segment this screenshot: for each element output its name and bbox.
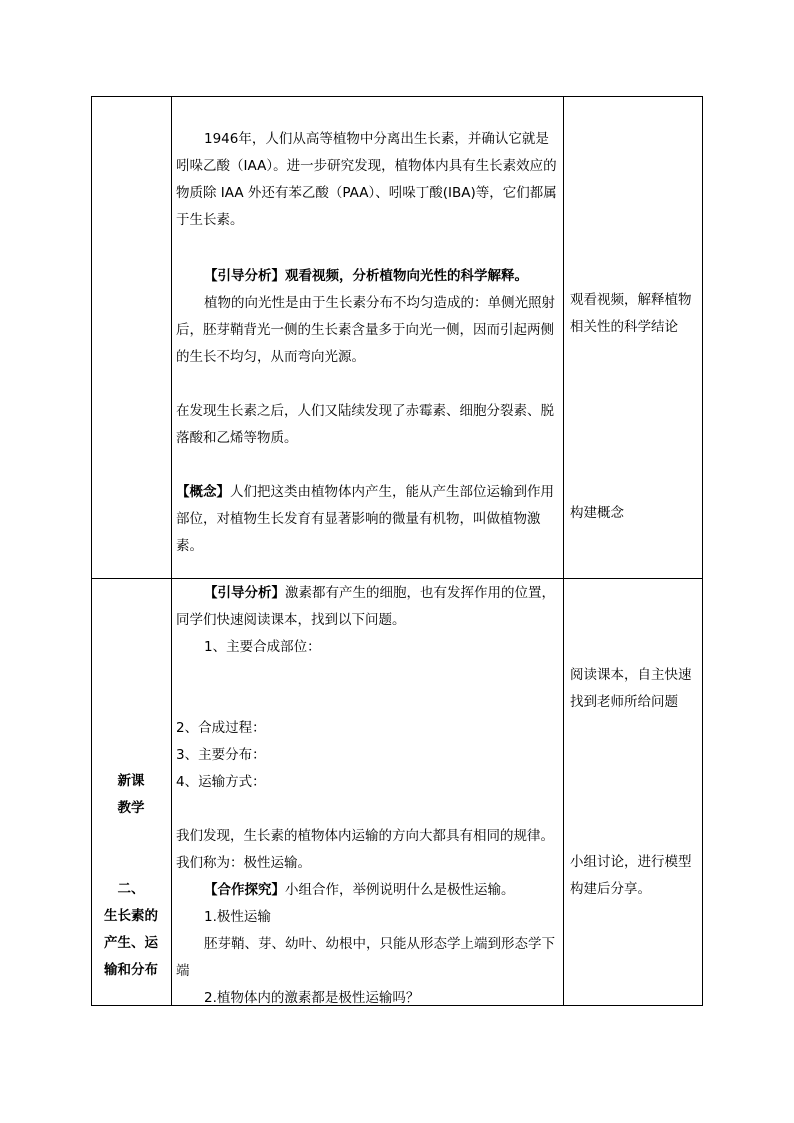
question-4: 4、运输方式：: [176, 774, 266, 790]
question-3: 3、主要分布：: [176, 747, 266, 763]
phototropism-paragraph: 植物的向光性是由于生长素分布不均匀造成的：单侧光照射后，胚芽鞘背光一侧的生长素含量多于向光一侧，因而引起两侧的生长不均匀，从而弯向光源。: [176, 295, 555, 365]
table-border-top: [91, 96, 703, 97]
guide-analysis-paragraph: [176, 263, 560, 290]
guide-label: 【引导分析】: [204, 268, 285, 284]
table-border-mid: [91, 578, 703, 579]
concept-text: 人们把这类由植物体内产生，能从产生部位运输到作用部位，对植物生长发育有显著影响的微量有机物，叫做植物激素。: [176, 484, 554, 554]
other-hormones-paragraph: 在发现生长素之后，人们又陆续发现了赤霉素、细胞分裂素、脱落酸和乙烯等物质。: [176, 403, 554, 446]
polar-transport-paragraph: 我们发现，生长素的植物体内运输的方向大都具有相同的规律。我们称为：极性运输。: [176, 828, 554, 871]
section-title-1: 生长素的: [104, 908, 158, 924]
guide-analysis-2-paragraph: [176, 580, 560, 634]
table-border-right: [702, 96, 703, 1006]
coop-text: 小组合作，举例说明什么是极性运输。: [285, 882, 515, 898]
row1-right-note2: 构建概念: [570, 505, 624, 521]
row2-middle-cell: [176, 580, 560, 1012]
section-label-1: 新课: [117, 773, 145, 789]
concept-label: 【概念】: [176, 484, 230, 500]
section-number: 二、: [117, 881, 145, 897]
item-1-text: 胚芽鞘、芽、幼叶、幼根中，只能从形态学上端到形态学下端: [176, 936, 555, 979]
guide-text: 观看视频，分析植物向光性的科学解释。: [285, 268, 528, 284]
row2-left-cell: [91, 768, 171, 984]
table-border-col2: [563, 96, 564, 1006]
item-2-title: 2.植物体内的激素都是极性运输吗？: [204, 990, 420, 1006]
row1-right-note1: 观看视频，解释植物相关性的科学结论: [570, 292, 692, 335]
section-label-2: 教学: [117, 800, 145, 816]
row1-middle-cell: [176, 126, 560, 560]
section-title-3: 输和分布: [104, 962, 158, 978]
guide-label-2: 【引导分析】: [204, 585, 285, 601]
question-1: 1、主要合成部位：: [204, 639, 321, 655]
section-title-2: 产生、运: [104, 935, 158, 951]
question-2: 2、合成过程：: [176, 720, 266, 736]
history-paragraph: 1946年，人们从高等植物中分离出生长素，并确认它就是吲哚乙酸（IAA）。进一步研究发现，植物体内具有生长素效应的物质除 IAA 外还有苯乙酸（PAA）、吲哚丁酸(IBA)等，它们都属于生长素。: [176, 131, 557, 228]
cooperation-paragraph: [176, 877, 560, 904]
row2-right-note1: 阅读课本，自主快速找到老师所给问题: [570, 667, 692, 710]
table-border-col1: [171, 96, 172, 1006]
coop-label: 【合作探究】: [204, 882, 285, 898]
guide-text-2: 激素都有产生的细胞，也有发挥作用的位置，同学们快速阅读课本，找到以下问题。: [176, 585, 555, 628]
item-1-title: 1.极性运输: [204, 909, 271, 925]
row2-right-note2: 小组讨论，进行模型构建后分享。: [570, 854, 692, 897]
concept-paragraph: [176, 479, 560, 560]
